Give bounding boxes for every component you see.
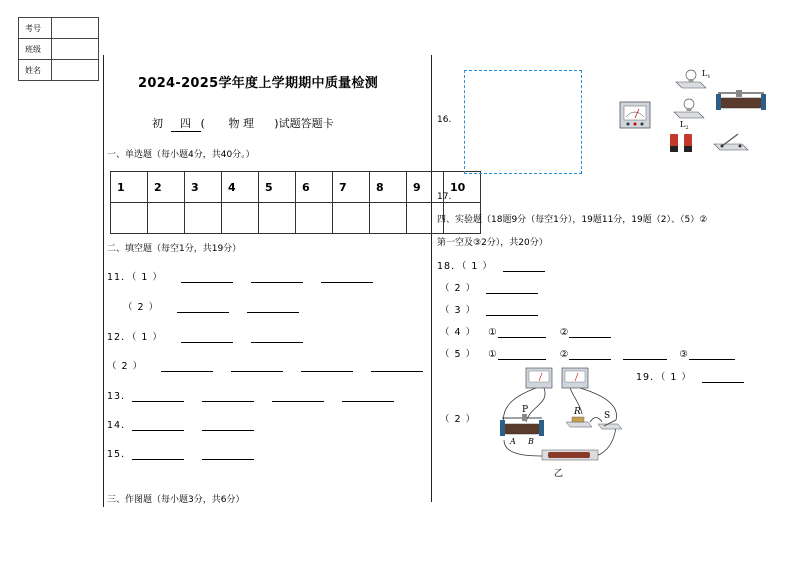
answer-box[interactable] [222,203,259,234]
figure-caption: 乙 [554,469,564,479]
bulb-l2-icon [674,99,704,118]
q12-1-label: 12．（ 1 ） [107,332,163,343]
name-label: 姓名 [19,60,52,81]
q18-2-row [440,280,538,294]
page-title: 2024-2025学年度上学期期中质量检测 [138,76,379,91]
q18-5-row [440,346,735,360]
subtitle-line [152,115,334,132]
answer-blank[interactable] [486,283,538,294]
answer-blank[interactable] [181,272,233,283]
section1-title: 一、单选题（每小题4分，共40分。） [107,150,255,160]
switch-icon [714,134,748,150]
circuit-figure [490,364,630,482]
answer-number: 5 [259,172,296,203]
answer-number: 6 [296,172,333,203]
answer-blank[interactable] [202,420,254,431]
answer-grid [110,171,481,234]
answer-blank[interactable] [231,361,283,372]
answer-box[interactable] [148,203,185,234]
student-info-table [18,17,99,81]
q16-drawing-box[interactable] [464,70,582,174]
circle-1: ① [488,327,498,338]
q18-2-label: （ 2 ） [440,283,477,294]
answer-blank[interactable] [569,327,611,338]
label-l1: $L_1$ [702,69,711,80]
q18-3-label: （ 3 ） [440,305,477,316]
meter-icon [620,102,650,128]
class-field[interactable] [52,39,99,60]
name-field[interactable] [52,60,99,81]
q14-row [107,417,254,431]
q19-1-row [636,369,744,383]
q18-4-row [440,324,611,338]
q11-2-row [123,299,299,313]
q18-1-row [437,258,545,272]
answer-number: 8 [370,172,407,203]
q12-2-label: （ 2 ） [107,361,144,372]
subject-value: 物 理 [228,117,255,130]
answer-blank[interactable] [272,391,324,402]
label-r: R [574,407,581,417]
section4-title-line2: 第一空及③2分），共20分） [437,238,548,248]
answer-blank[interactable] [569,349,611,360]
circle-2: ② [559,327,570,338]
q12-1-row [107,329,303,343]
grade-prefix: 初 [152,117,163,130]
answer-blank[interactable] [371,361,423,372]
binding-line [103,55,104,507]
answer-blank[interactable] [202,391,254,402]
paren-open: ( [200,117,205,130]
answer-blank[interactable] [161,361,213,372]
answer-blank[interactable] [177,302,229,313]
resistor-icon [566,417,592,427]
circle-3: ③ [679,349,689,360]
answer-number: 10 [444,172,481,203]
q18-1-label: 18．（ 1 ） [437,261,493,272]
q18-3-row [440,302,538,316]
q19-2-row [440,411,476,425]
q16-apparatus-figure [618,62,770,156]
answer-box[interactable] [296,203,333,234]
voltmeter-icon [526,368,552,388]
answer-blank[interactable] [689,349,735,360]
q11-1-row [107,269,373,283]
answer-boxes-row [111,203,481,234]
subtitle-suffix: )试题答题卡 [274,117,334,130]
column-divider [431,55,432,502]
q11-1-label: 11．（ 1 ） [107,272,163,283]
answer-blank[interactable] [301,361,353,372]
q16-label: 16. [437,115,452,125]
rheostat-icon [500,414,544,436]
answer-number: 2 [148,172,185,203]
answer-blank[interactable] [702,372,744,383]
answer-box[interactable] [111,203,148,234]
q15-row [107,446,254,460]
class-label: 班级 [19,39,52,60]
answer-blank[interactable] [132,391,184,402]
q11-2-label: （ 2 ） [123,302,160,313]
answer-blank[interactable] [132,420,184,431]
section2-title: 二、填空题（每空1分，共19分） [107,244,242,254]
battery-pack-icon [542,450,598,460]
answer-number: 7 [333,172,370,203]
answer-blank[interactable] [132,449,184,460]
answer-blank[interactable] [251,332,303,343]
answer-box[interactable] [259,203,296,234]
label-a: A [510,437,516,446]
circle-1: ① [488,349,498,360]
answer-blank[interactable] [623,349,667,360]
q13-row [107,388,394,402]
q13-label: 13． [107,391,132,402]
circle-2: ② [559,349,570,360]
answer-box[interactable] [370,203,407,234]
answer-blank[interactable] [202,449,254,460]
answer-blank[interactable] [486,305,538,316]
grade-value: 四 [171,115,201,132]
answer-blank[interactable] [342,391,394,402]
q18-4-label: （ 4 ） [440,327,477,338]
q18-5-label: （ 5 ） [440,349,477,360]
label-s: S [604,411,611,421]
battery-icon [670,134,692,152]
answer-number: 1 [111,172,148,203]
answer-blank[interactable] [503,261,545,272]
q15-label: 15． [107,449,132,460]
answer-blank[interactable] [181,332,233,343]
exam-number-label: 考号 [19,18,52,39]
section4-title-line1: 四、实验题（18题9分（每空1分），19题11分，19题（2）、（5）② [437,215,708,225]
ammeter-icon [562,368,588,388]
exam-number-field[interactable] [52,18,99,39]
q17-label: 17. [437,192,452,202]
answer-blank[interactable] [247,302,299,313]
q14-label: 14． [107,420,132,431]
answer-number: 4 [222,172,259,203]
q12-2-row [107,358,423,372]
answer-number: 9 [407,172,444,203]
answer-number: 3 [185,172,222,203]
q19-1-label: 19．（ 1 ） [636,372,692,383]
answer-box[interactable] [333,203,370,234]
answer-blank[interactable] [321,272,373,283]
section3-title: 三、作图题（每小题3分，共6分） [107,495,245,505]
answer-blank[interactable] [251,272,303,283]
label-l2: $L_2$ [680,120,689,131]
answer-blank[interactable] [498,327,546,338]
answer-box[interactable] [185,203,222,234]
q19-2-label: （ 2 ） [440,414,477,425]
answer-blank[interactable] [498,349,546,360]
label-p: P [522,405,529,415]
rheostat-icon [716,90,766,110]
answer-numbers-row [111,172,481,203]
label-b: B [528,437,534,446]
